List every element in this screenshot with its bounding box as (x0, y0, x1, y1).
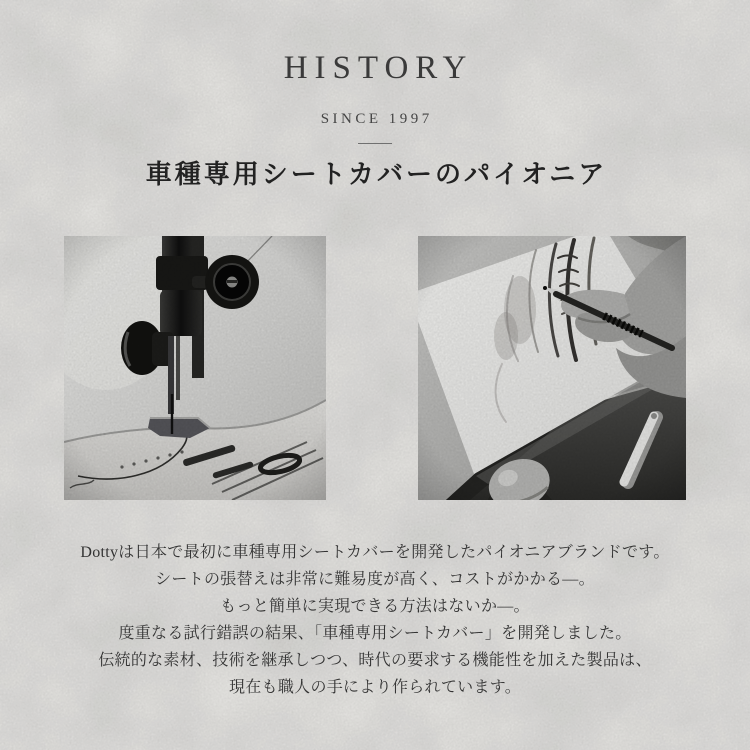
history-paragraph (0, 539, 750, 701)
paragraph-line: Dottyは日本で最初に車種専用シートカバーを開発したパイオニアブランドです。 (80, 543, 670, 561)
paragraph-line: 現在も職人の手により作られています。 (228, 678, 522, 696)
photo-row (0, 236, 750, 500)
divider-line (358, 143, 392, 144)
paragraph-line: 伝統的な素材、技術を継承しつつ、時代の要求する機能性を加えた製品は、 (98, 651, 652, 669)
sewing-machine-image (64, 236, 326, 500)
paragraph-line: もっと簡単に実現できる方法はないか—。 (220, 597, 530, 615)
seat-sketch-image (418, 236, 686, 500)
section-title-jp: 車種専用シートカバーのパイオニア (145, 160, 608, 190)
paragraph-line: シートの張替えは非常に難易度が高く、コストがかかる—。 (155, 570, 595, 588)
sewing-machine-photo (64, 236, 326, 500)
paragraph-line: 度重なる試行錯誤の結果、「車種専用シートカバー」を開発しました。 (118, 624, 632, 642)
section-heading: HISTORY (283, 50, 474, 86)
seat-sketch-photo (418, 236, 686, 500)
since-label: SINCE 1997 (320, 111, 433, 128)
